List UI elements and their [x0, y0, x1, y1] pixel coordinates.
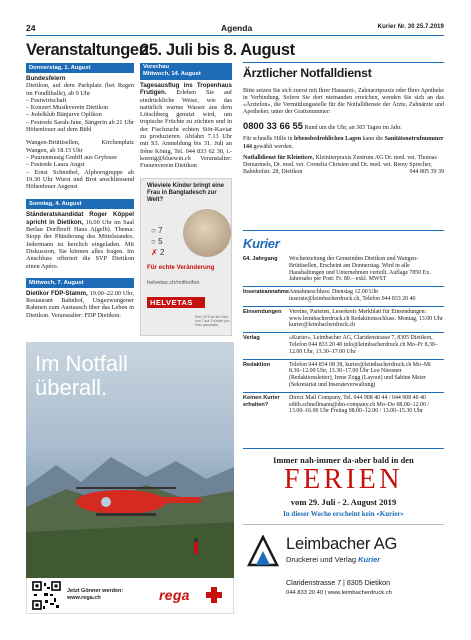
- kleintier-phone[interactable]: 044 805 39 39: [409, 168, 444, 175]
- impressum-row: 64. Jahrgang Wochenzeitung der Gemeinden Dietikon und Wangen-Brüttisellen, Erscheint am Donnerstag. Wird in alle Haushaltungen und Unternehmen verteilt. Auflage 7850 Ex. Jahresabo per Post: Fr. 80.– exkl. MWST: [243, 256, 431, 283]
- rega-logo: rega: [159, 587, 190, 603]
- ferien-line-1: Immer nah-immer da-aber bald in den: [273, 456, 414, 465]
- phone-note: Rund um die Uhr, an 365 Tagen im Jahr.: [304, 125, 402, 132]
- preview-date: Mittwoch, 14. August: [143, 71, 201, 77]
- section-rule: [243, 524, 444, 525]
- rega-ad[interactable]: [26, 342, 234, 578]
- impressum-row: Keinen Kurier erhalten? Direct Mail Company, Tel. 044 908 40 44 / 044 908 40 40 edith.schnellmann@dm-company.ch Mo–Do 08.00–12.00 / 13.00–16.00 Uhr Freitag 08.00–12.00 / 13.00–15.30 Uhr: [243, 392, 444, 418]
- page-number: 24: [26, 23, 36, 33]
- date-band: Sonntag, 4. August: [26, 199, 134, 209]
- ferien-ad: [243, 455, 444, 523]
- events-column-2: [140, 63, 232, 170]
- event-text: Dietikon, auf dem Parkplatz (bei Regen im Fondlihalle), ab 9 Uhr: [26, 82, 134, 97]
- preview-band: [140, 63, 232, 80]
- running-header: [26, 22, 444, 36]
- event-heading: Ständeratskandidat Roger Köppel spricht in Dietikon,: [26, 211, 134, 226]
- ad-question: Wieviele Kinder bringt eine Frau in Bangladesch zur Welt?: [147, 183, 224, 204]
- kleintier-heading: Notfalldienst für Kleintiere,: [243, 154, 314, 161]
- event-text: 19.00–22.00 Uhr, Restaurant Bahnhof, Ungezwungener Rahmen zum Austausch über das Leben in Dietikon. Veranstalter: FDP Dietikon.: [26, 289, 134, 319]
- event-text: 16.00 Uhr im Saal Berlau Dorfbreff Haus A(gelb). Thema: Stopp der Plünderung des Mittelstandes. Jedermann ist herzlich eingeladen. Mit Diskussion, Sie können alles fragen. Im Anschluss offeriert die SVP Dietikon einen Apéro.: [26, 218, 135, 270]
- event-text: Erleben Sie auf eindrückliche Weise, wie das natürlich warme Wasser aus dem Lötschberg genutzt wird, um tropische Früchte zu züchten und in der Fischzucht echten Stör-Kaviar zu produzieren. Abfahrt 7.13 Uhr mit S3. Anmeldung bis 31. Juli an Irène König, Tel. 044 833 62 30, i.-koenig@bluewin.ch Veranstalter: Frauenverein Dietikon: [140, 89, 232, 170]
- event-text: – Konzert Musikverein Dietikon: [26, 104, 109, 112]
- notfall-text: kann die: [362, 136, 384, 143]
- issue-info: Kurier Nr. 30 25.7.2019: [377, 24, 444, 30]
- impressum-row: Inserateannahme Annahmeschluss: Dienstag 12.00 Uhr inserate@leimbacherdruck.ch, Telefon 044 833 20 40: [243, 287, 444, 307]
- event-heading: Dietikor FDP-Stamm,: [26, 289, 88, 297]
- impressum-row: Verlag «Kurier», Leimbacher AG, Claridenstrasse 7, 8305 Dietikon, Telefon 044 833 20 40 info@leimbacherdruck.ch Mo–Fr 8.30–12.00 Uhr, 13.30–17.00 Uhr: [243, 333, 444, 359]
- date-band: Mittwoch, 7. August: [26, 278, 134, 288]
- gonner-text: Jetzt Gönner werden: www.rega.ch: [67, 588, 124, 601]
- notfall-text: gewählt werden.: [253, 143, 294, 150]
- event-text: – Festredе Sarah-Jane, Sängerin ab 21 Uhr Höhenfeuer auf dem Bühl: [26, 118, 134, 134]
- ad-url[interactable]: helvetas.ch/mitheifen: [147, 280, 200, 286]
- event-heading: Bundesfeiern: [26, 75, 66, 82]
- impressum-table: [243, 256, 444, 418]
- qr-code-icon[interactable]: [32, 581, 61, 610]
- events-column-1: [26, 63, 134, 319]
- preview-label: Vorschau: [143, 64, 169, 70]
- kurier-logo: Kurier: [243, 236, 280, 251]
- event-text: Wangen-Brüttisellen, Kirchenplatz Wangen, ab 18.15 Uhr: [26, 139, 134, 154]
- notfalldienst-title: Ärztlicher Notfalldienst: [243, 66, 372, 80]
- date-range-title: 25. Juli bis 8. August: [140, 41, 295, 59]
- leimbacher-address: Claridenstrasse 7 | 8305 Dietikon: [286, 578, 391, 587]
- section-rule: [243, 448, 444, 449]
- answer-option: ○ 7: [151, 226, 163, 235]
- notfall-intro: Bitte setzen Sie sich zuerst mit Ihrer Hausarzt-, Zahnarztpraxis oder Ihrer Apotheke in Verbindung. Sofern Sie dort niemanden erreichen, wenden Sie sich an das «Ärztefon», die Vermittlungsstelle für die Notfalldienste der Ärzte, Zahnärzte und Apotheker, unter der Gratisnummer:: [243, 88, 444, 116]
- event-text: – Festwirtschaft: [26, 96, 67, 104]
- emergency-phone[interactable]: 0800 33 66 55: [243, 120, 303, 132]
- leimbacher-contact[interactable]: 044 833 20 40 | www.leimbacherdruck.ch: [286, 590, 392, 596]
- ferien-note: In dieser Woche erscheint kein «Kurier»: [283, 510, 404, 518]
- ad-tagline: Für echte Veränderung: [147, 264, 215, 271]
- event-heading: Tagesausflug ins Tropenhaus Frutigen.: [140, 82, 232, 97]
- notfalldienst-body: [243, 88, 444, 176]
- leimbacher-sub: Druckerei und Verlag Kurier: [286, 555, 381, 564]
- leimbacher-ad[interactable]: [243, 530, 444, 613]
- answer-option-checked: ✗ 2: [151, 248, 165, 257]
- answer-option: ○ 5: [151, 237, 163, 246]
- leimbacher-logo-icon: [247, 535, 279, 567]
- event-text: – Jodelklub Bänjarve Oplikon: [26, 111, 102, 119]
- event-text: – Ernst Schnetbel, Alphorngruppe ab 19.30 Uhr Wurst und Brot anschliessend Höhenfeuer Aegenst: [26, 168, 134, 191]
- ferien-dates: vom 29. Juli - 2. August 2019: [290, 497, 397, 507]
- helvetas-ad[interactable]: [140, 178, 232, 336]
- globe-image: [183, 209, 231, 257]
- notfall-top-rule: [243, 62, 444, 63]
- impressum-row: Einsendungen Vereine, Parteien, Leserkreis Merkblatt für Einsendungen: www.leimbacherdruck.ch Redaktionsschluss: Montag, 13.00 Uhr kurier@leimbacherdruck.ch: [243, 306, 444, 332]
- mountain-image: [26, 447, 234, 578]
- event-text: – Puurenmusig GmbH aus Gryfesee: [26, 153, 117, 161]
- section-title: Agenda: [221, 23, 253, 33]
- impressum-row: Redaktion Telefon 044 834 08 38, kurier@leimbacherdruck.ch Mo–Mi 8.30–12.00 Uhr, 13.30–17.00 Uhr Leo Niessner (Redaktionsleiter), Irene Zogg (Layout) und Sabine Meier (Sekretariat und Inserateverwaltung): [243, 359, 444, 392]
- rega-cross-icon: [205, 586, 223, 604]
- kleintier-text: Kleintierpraxis Zentrum AG Dr. med. vet. Thomas Demarmels, Dr. med. vet. Cornelia Christen und Dr. med. vet. Remy Sprecher, Bahnhofstr. 28, Dietikon: [243, 154, 437, 175]
- event-text: – Festrede Laura Angst: [26, 161, 85, 169]
- section-rule: [243, 230, 444, 231]
- notfall-text-bold: Sanitätsnotrufnummer 144: [243, 136, 444, 150]
- leimbacher-name: Leimbacher AG: [286, 535, 398, 553]
- veranstaltungen-title: Veranstaltungen: [26, 41, 149, 59]
- rega-headline: Im Notfall überall.: [35, 351, 128, 400]
- helvetas-logo: HELVETAS: [147, 297, 205, 308]
- date-band: Donnerstag, 1. August: [26, 63, 134, 73]
- ad-fineprint: Seit 1970 ist die Zahl von 7 auf 2 Kinder pro Frau gesunken.: [195, 315, 230, 327]
- rega-footer[interactable]: [26, 578, 234, 614]
- notfall-text: Für schnelle Hilfe in: [243, 136, 293, 143]
- ferien-headline: FERIEN: [284, 464, 403, 495]
- notfall-text-bold: lebensbedrohlichen Lagen: [294, 136, 362, 143]
